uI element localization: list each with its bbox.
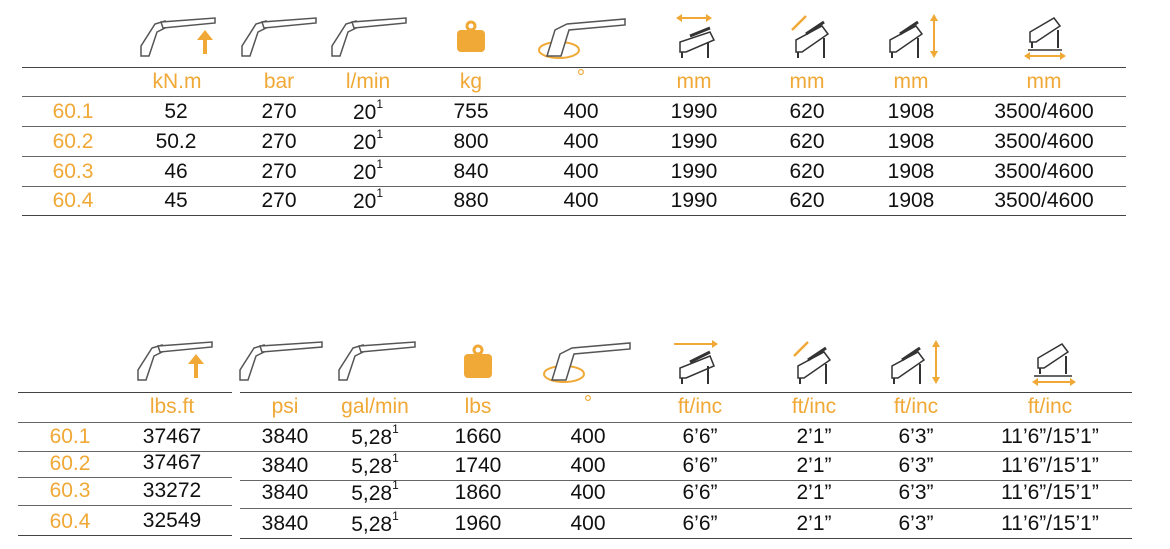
cell: 6’3” (898, 425, 934, 448)
unit-height-folded: ft/inc (791, 395, 837, 418)
cell: $20^1$ (352, 157, 384, 184)
unit-slewing: ° (583, 392, 593, 415)
cell: 840 (453, 160, 489, 183)
imperial-units-rule (18, 422, 1132, 423)
unit-lift-capacity: lbs.ft (149, 395, 195, 418)
stabilizer-span-icon (1020, 12, 1070, 60)
cell: $20^1$ (352, 186, 384, 213)
cell: 620 (789, 160, 825, 183)
cell: 270 (261, 130, 297, 153)
model-label: 60.2 (52, 130, 94, 153)
cell: 2’1” (796, 512, 832, 535)
cell: 3840 (261, 425, 309, 448)
cell: 11’6”/15’1” (1001, 481, 1099, 504)
imperial-header-rule-left (18, 392, 232, 393)
cell: 5,28$^1$ (351, 478, 399, 505)
model-label: 60.2 (49, 452, 91, 475)
cell: 1990 (670, 100, 718, 123)
cell: 800 (453, 130, 489, 153)
cell: 620 (789, 130, 825, 153)
cell: 1960 (454, 512, 502, 535)
cell: 45 (164, 189, 188, 212)
width-icon (670, 336, 722, 384)
unit-pressure: psi (271, 395, 299, 418)
cell: 1908 (887, 160, 935, 183)
metric-bottom-rule (22, 215, 1126, 216)
cell: 400 (570, 425, 606, 448)
cell: 50.2 (155, 130, 197, 153)
row-rule (18, 477, 232, 478)
cell: 32549 (142, 509, 202, 532)
row-rule (22, 126, 1126, 127)
cell: 270 (261, 189, 297, 212)
weight-icon (455, 20, 487, 54)
cell: 3840 (261, 454, 309, 477)
stabilizer-span-icon (1028, 336, 1080, 386)
row-rule (22, 186, 1126, 187)
imperial-bottom-rule-right (240, 538, 1132, 539)
unit-flow: gal/min (341, 395, 409, 418)
cell: 755 (453, 100, 489, 123)
cell: 6’6” (682, 454, 718, 477)
cell: $20^1$ (352, 127, 384, 154)
unit-width: ft/inc (677, 395, 723, 418)
cell: 11’6”/15’1” (1001, 454, 1099, 477)
cell: 6’3” (898, 481, 934, 504)
cell: 1990 (670, 189, 718, 212)
model-label: 60.3 (49, 479, 91, 502)
cell: 400 (570, 454, 606, 477)
imperial-bottom-rule-left (18, 535, 232, 536)
model-label: 60.4 (49, 510, 91, 533)
cell: 5,28$^1$ (351, 509, 399, 536)
model-label: 60.1 (52, 100, 94, 123)
cell: 1908 (887, 130, 935, 153)
model-label: 60.3 (52, 160, 94, 183)
cell: 11’6”/15’1” (1001, 512, 1099, 535)
unit-pressure: bar (263, 70, 295, 93)
cell: 6’3” (898, 454, 934, 477)
unit-lift-capacity: kN.m (152, 70, 202, 93)
cell: 3500/4600 (994, 189, 1094, 212)
unit-width: mm (676, 70, 712, 93)
metric-header-rule (22, 67, 1126, 68)
cell: 6’6” (682, 512, 718, 535)
cell: 400 (563, 160, 599, 183)
cell: 620 (789, 189, 825, 212)
unit-weight: kg (459, 70, 483, 93)
metric-units-rule (22, 96, 1126, 97)
cell: 880 (453, 189, 489, 212)
unit-height: ft/inc (893, 395, 939, 418)
crane-pressure-icon (234, 340, 326, 382)
cell: 1908 (887, 100, 935, 123)
cell: 1908 (887, 189, 935, 212)
width-icon (670, 12, 720, 58)
model-label: 60.1 (49, 425, 91, 448)
cell: 33272 (142, 479, 202, 502)
height-icon (886, 12, 942, 58)
cell: 400 (563, 189, 599, 212)
cell: 5,28$^1$ (351, 422, 399, 449)
cell: 6’6” (682, 481, 718, 504)
cell: 3500/4600 (994, 130, 1094, 153)
slewing-icon (538, 340, 634, 384)
height-icon (888, 336, 944, 384)
cell: 270 (261, 100, 297, 123)
cell: 1860 (454, 481, 502, 504)
cell: 400 (570, 512, 606, 535)
cell: 52 (164, 100, 188, 123)
cell: 400 (563, 130, 599, 153)
row-rule (18, 505, 232, 506)
crane-flow-icon (326, 16, 410, 58)
cell: 3500/4600 (994, 160, 1094, 183)
unit-stabilizer-span: ft/inc (1027, 395, 1073, 418)
unit-weight: lbs (464, 395, 492, 418)
crane-lift-capacity-icon (132, 340, 216, 382)
cell: 1660 (454, 425, 502, 448)
unit-flow: l/min (345, 70, 391, 93)
cell: 37467 (142, 451, 202, 474)
crane-flow-icon (333, 340, 419, 382)
model-label: 60.4 (52, 189, 94, 212)
cell: 6’6” (682, 425, 718, 448)
weight-icon (462, 344, 494, 380)
cell: 1740 (454, 454, 502, 477)
cell: 1990 (670, 130, 718, 153)
cell: 400 (570, 481, 606, 504)
unit-height: mm (893, 70, 929, 93)
row-rule (22, 156, 1126, 157)
crane-pressure-icon (236, 16, 320, 58)
height-folded-icon (786, 336, 836, 384)
cell: 2’1” (796, 454, 832, 477)
cell: 1990 (670, 160, 718, 183)
cell: 3840 (261, 512, 309, 535)
cell: 2’1” (796, 481, 832, 504)
cell: 620 (789, 100, 825, 123)
cell: 2’1” (796, 425, 832, 448)
cell: 46 (164, 160, 188, 183)
cell: 400 (563, 100, 599, 123)
cell: 5,28$^1$ (351, 451, 399, 478)
unit-slewing: ° (576, 66, 586, 89)
slewing-icon (533, 16, 629, 60)
cell: 6’3” (898, 512, 934, 535)
height-folded-icon (784, 12, 834, 58)
cell: 3500/4600 (994, 100, 1094, 123)
cell: 37467 (142, 425, 202, 448)
cell: 11’6”/15’1” (1001, 425, 1099, 448)
crane-lift-capacity-icon (135, 16, 219, 58)
unit-height-folded: mm (789, 70, 825, 93)
row-rule (240, 508, 1132, 509)
unit-stabilizer-span: mm (1026, 70, 1062, 93)
imperial-header-rule-right (240, 392, 1132, 393)
cell: 3840 (261, 481, 309, 504)
cell: $20^1$ (352, 97, 384, 124)
cell: 270 (261, 160, 297, 183)
